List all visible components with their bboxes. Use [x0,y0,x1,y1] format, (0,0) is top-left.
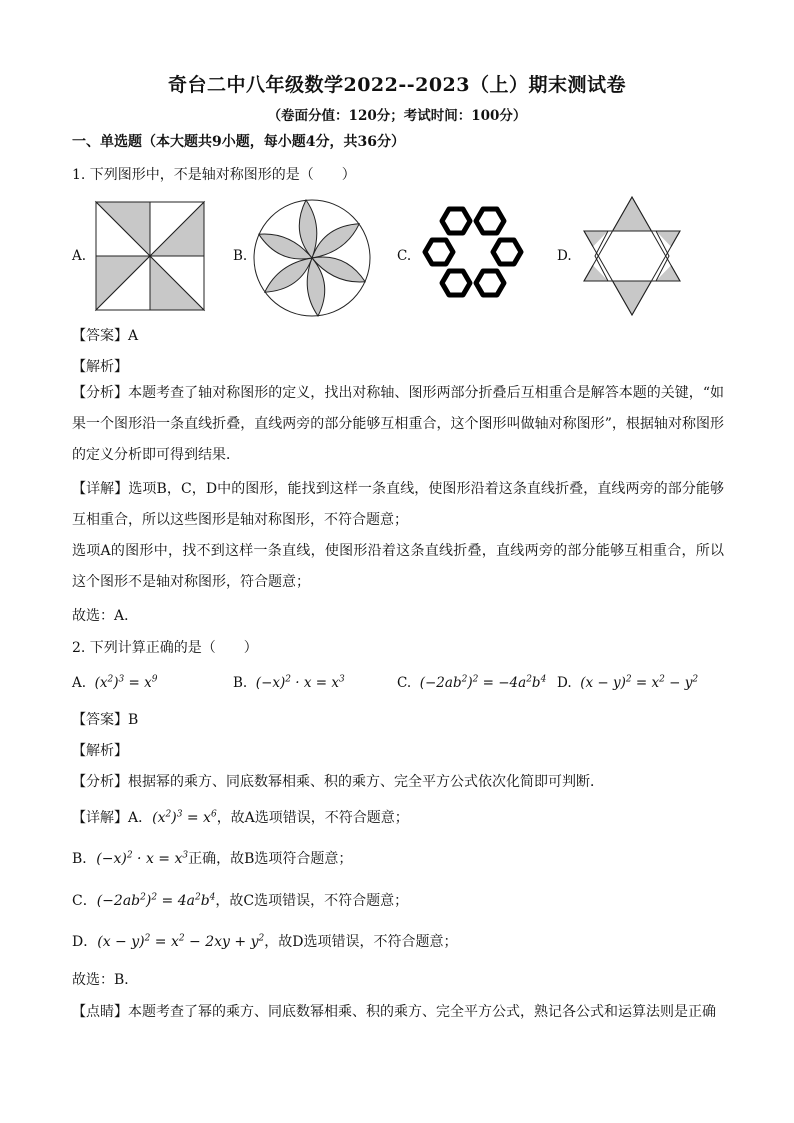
q2-option-a [72,675,158,691]
q2-option-d-formula: $(x - y)^2 = x^2 - y^2$ [575,674,699,691]
q2-detail-d [72,932,457,952]
q1-choice: 故选：A． [72,608,139,624]
q2-option-b [233,675,345,691]
q2-option-a-label: A. [72,675,87,691]
q2-option-d-label: D. [557,675,572,691]
q2-detail-d-prefix: D． [72,934,98,950]
q1-detail-2: 选项A的图形中，找不到这样一条直线，使图形沿着这条直线折叠，直线两旁的部分能够互相重合，所以这个图形不是轴对称图形，符合题意； [72,543,724,590]
q1-analysis: 【分析】本题考查了轴对称图形的定义，找出对称轴、图形两部分折叠后互相重合是解答本题的关键，“如果一个图形沿一条直线折叠，直线两旁的部分能够互相重合，这个图形叫做轴对称图形”，根据轴对称图形的定义分析即可得到结果． [72,385,724,463]
q2-detail-a-tail: ，故A选项错误，不符合题意； [216,810,409,826]
q2-choice: 故选：B． [72,972,139,988]
section-heading: 一、单选题（本大题共9小题，每小题4分，共36分） [72,134,405,150]
q2-stem: 2. 下列计算正确的是（ ） [72,640,258,656]
q1-label-d: D. [557,248,572,264]
q2-detail-b-tail: 正确，故B选项符合题意； [188,851,353,867]
q2-detail-a-formula: $(x^2)^3 = x^6$ [152,809,217,826]
q2-option-a-formula: $(x^2)^3 = x^9$ [90,674,158,691]
q1-label-b: B. [233,248,248,264]
q2-detail-a-prefix: 【详解】A． [72,810,153,826]
exam-info: （卷面分值：120分；考试时间：100分） [267,108,527,124]
q2-detail-c-tail: ，故C选项错误，不符合题意； [215,893,409,909]
q2-detail-c [72,891,408,911]
hexagon-ring-figure [414,202,532,308]
q2-remark: 【点睛】本题考查了幂的乘方、同底数幂相乘、积的乘方、完全平方公式，熟记各公式和运算法则是正确 [72,1004,716,1020]
q2-option-d [557,675,698,691]
pinwheel-figure [92,198,208,314]
q1-answer: 【答案】A [72,328,139,344]
q2-option-c-label: C. [397,675,412,691]
page-title: 奇台二中八年级数学2022--2023（上）期末测试卷 [167,74,627,96]
q2-jiexi: 【解析】 [72,743,128,759]
q2-detail-d-tail: ，故D选项错误，不符合题意； [264,934,458,950]
q2-analysis: 【分析】根据幂的乘方、同底数幂相乘、积的乘方、完全平方公式依次化简即可判断． [72,774,604,790]
q2-option-b-formula: $(-x)^2 \cdot x = x^3$ [251,674,345,691]
q2-option-c [397,675,546,691]
q2-detail-c-formula: $(-2ab^2)^2 = 4a^2b^4$ [96,892,216,909]
q2-detail-b [72,849,352,869]
star-of-david-figure [578,195,686,317]
flower-circle-figure [250,196,374,320]
q2-option-c-formula: $(-2ab^2)^2 = -4a^2b^4$ [415,674,547,691]
q1-detail-1: 【详解】选项B，C，D中的图形，能找到这样一条直线，使图形沿着这条直线折叠，直线两旁的部分能够互相重合，所以这些图形是轴对称图形，不符合题意； [72,481,724,528]
q1-label-c: C. [397,248,412,264]
q2-answer: 【答案】B [72,712,139,728]
q1-jiexi: 【解析】 [72,359,128,375]
q2-detail-b-prefix: B． [72,851,97,867]
q2-option-b-label: B. [233,675,248,691]
q2-detail-b-formula: $(-x)^2 \cdot x = x^3$ [96,850,189,867]
q1-stem: 1. 下列图形中，不是轴对称图形的是（ ） [72,167,356,183]
q2-detail-d-formula: $(x - y)^2 = x^2 - 2xy + y^2$ [97,933,265,950]
q1-label-a: A. [72,248,87,264]
q2-detail-a [72,808,409,828]
q2-detail-c-prefix: C． [72,893,97,909]
